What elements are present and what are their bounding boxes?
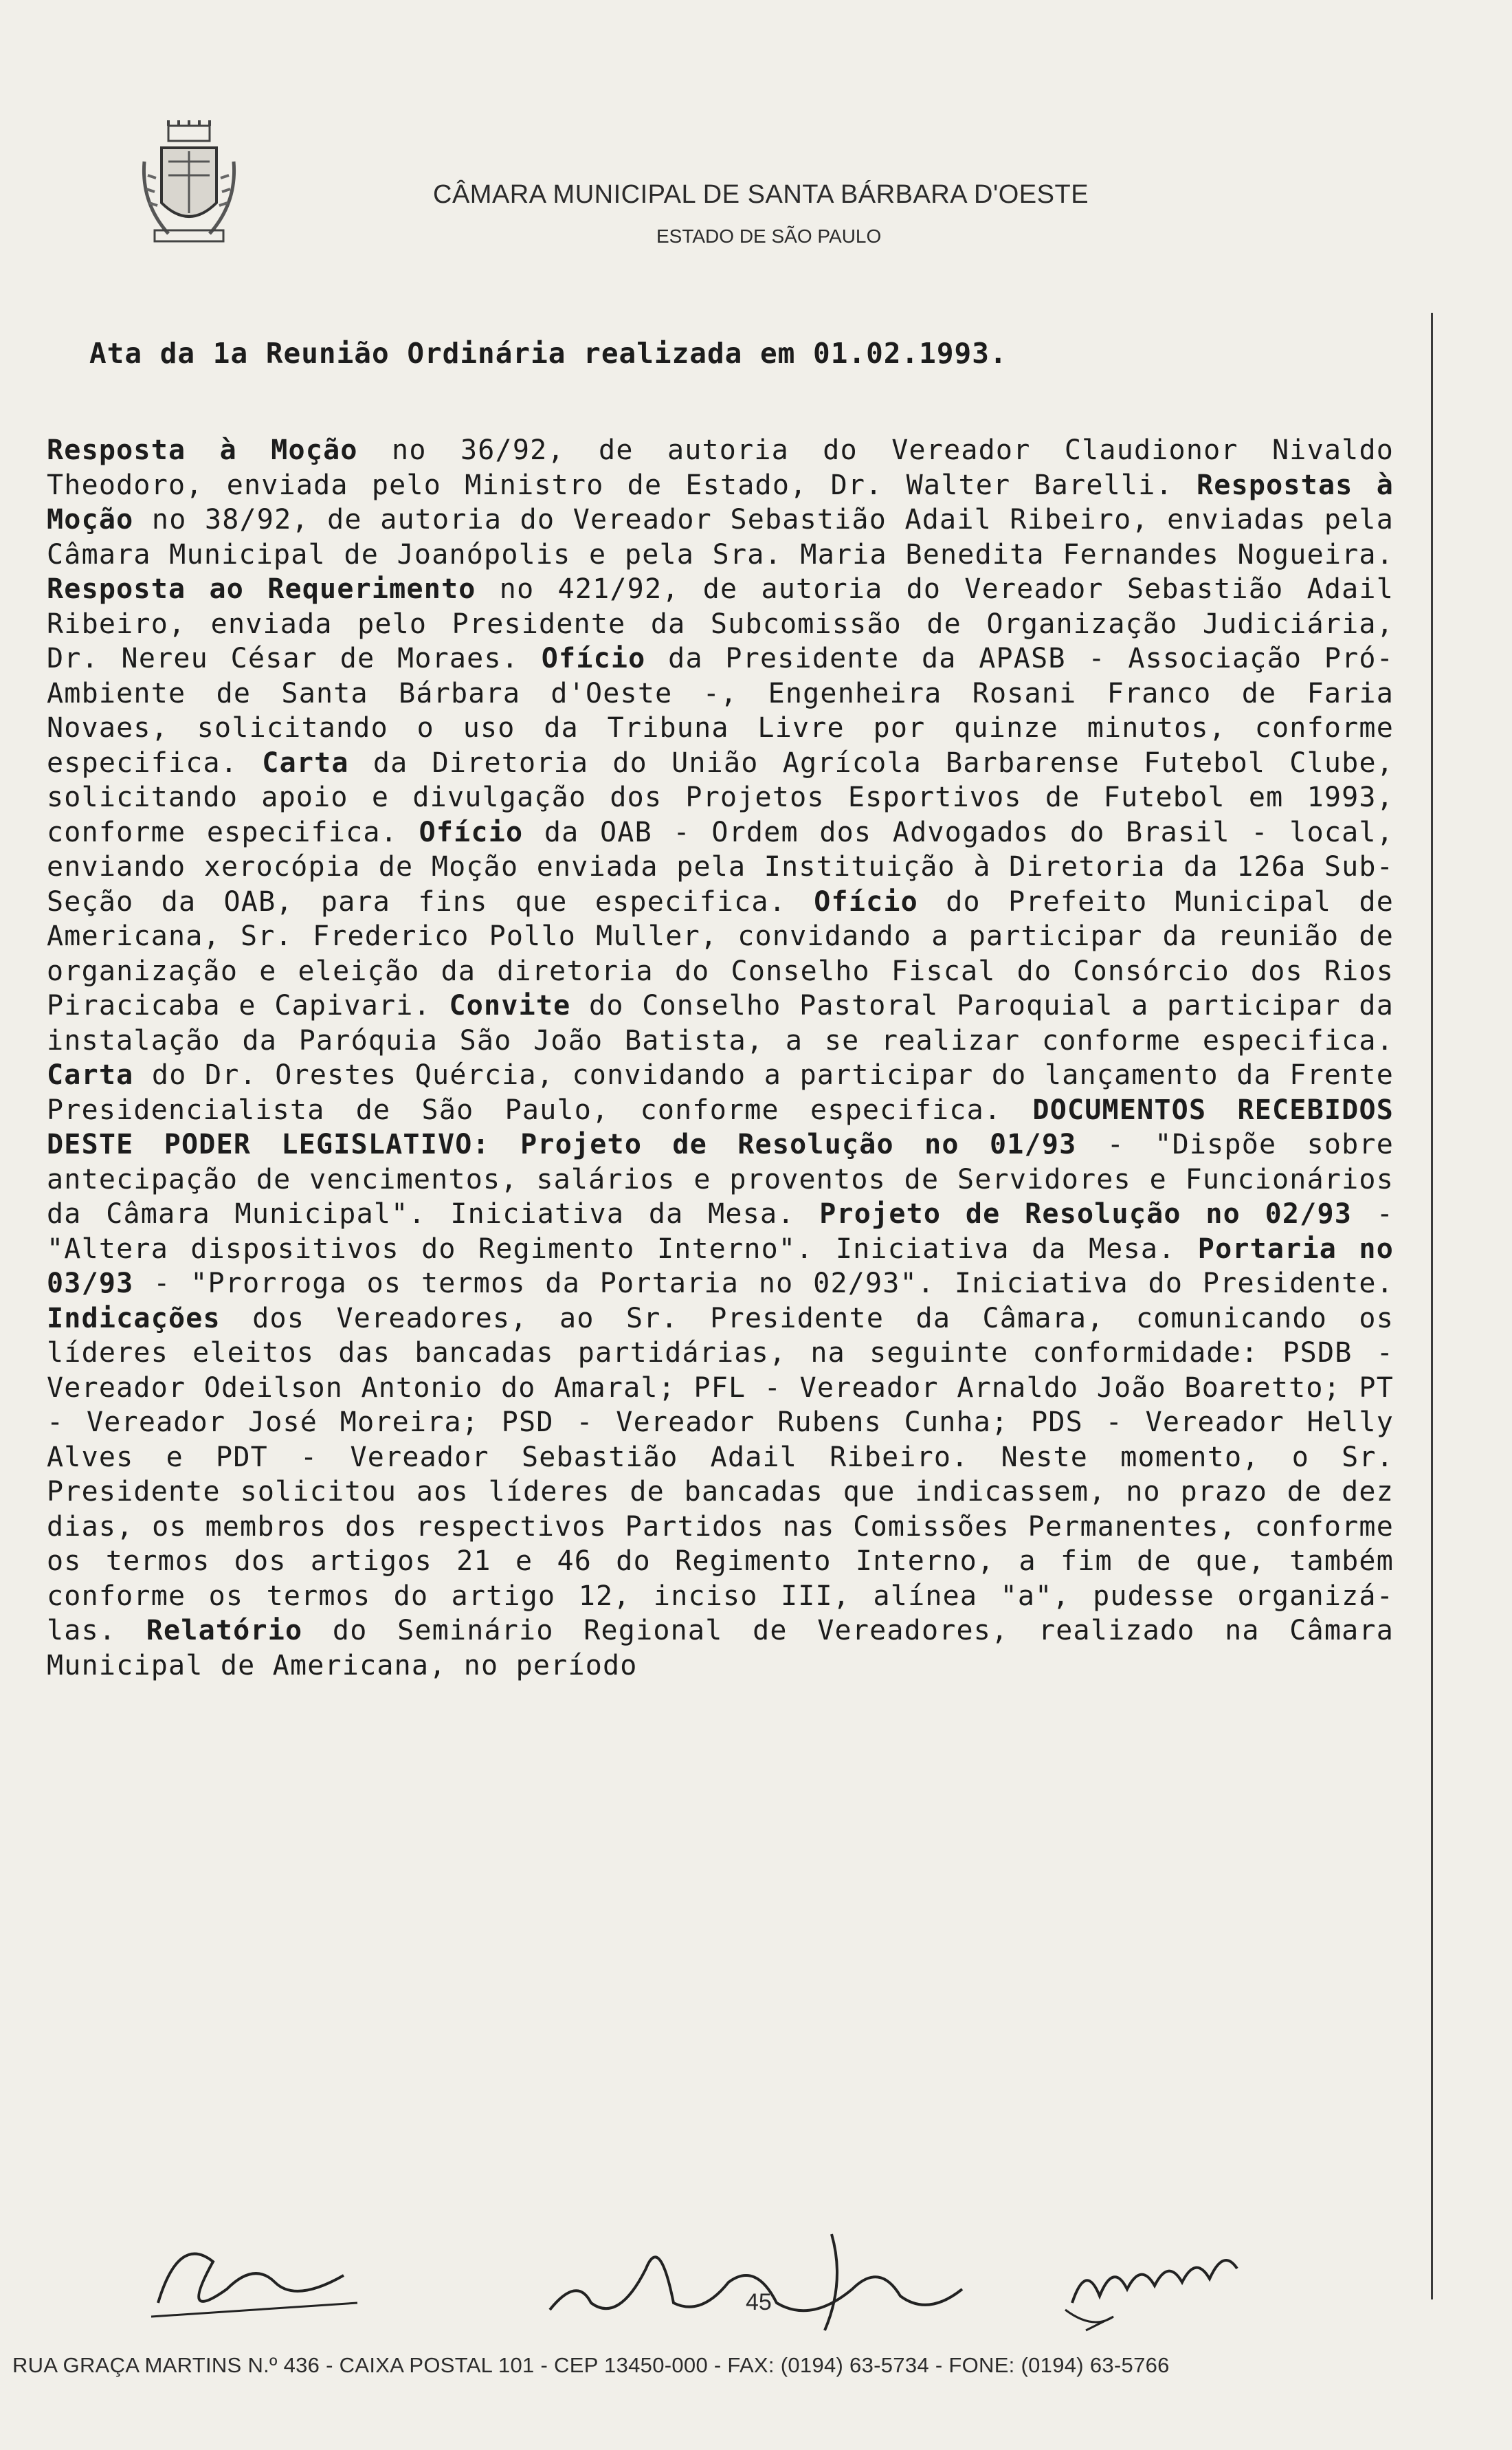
entry-heading: Respostas à Moção <box>47 469 1394 536</box>
entry-heading: Relatório <box>146 1615 303 1646</box>
entry-text: dos Vereadores, ao Sr. Presidente da Câmara, comunicando os líderes eleitos das bancadas partidárias, na seguinte conformidade: PSDB - Vereador Odeilson Antonio do Amaral; PFL - Vereador Arnaldo João Boaretto; PT - Vereador José Moreira; PSD - Vereador Rubens Cunha; PDS - Vereador Helly Alves e PDT - Vereador Sebastião Adail Ribeiro. Neste momento, o Sr. Presidente solicitou aos líderes de bancadas que indicassem, no prazo de dez dias, os membros dos respectivos Partidos nas Comissões Permanentes, conforme os termos dos artigos 21 e 46 do Regimento Interno, a fim de que, também conforme os termos do artigo 12, inciso III, alínea "a", pudesse organizá-las. <box>47 1302 1394 1646</box>
coat-of-arms-emblem <box>141 120 237 258</box>
entry-text: do Prefeito Municipal de Americana, Sr. Frederico Pollo Muller, convidando a participar da reunião de organização e eleição da diretoria do Conselho Fiscal do Consórcio dos Rios Piracicaba e Capivari. <box>47 885 1394 1022</box>
entry-text: - "Dispõe sobre antecipação de vencimentos, salários e proventos de Servidores e Funcionários da Câmara Municipal". Iniciativa da Mesa. <box>47 1129 1394 1230</box>
entry-heading: Resposta ao Requerimento <box>47 573 476 605</box>
entry-text: - "Prorroga os termos da Portaria no 02/93". Iniciativa do Presidente. <box>133 1268 1394 1299</box>
signatures <box>137 2220 1306 2337</box>
entry-heading: Projeto de Resolução no 02/93 <box>819 1198 1353 1230</box>
entry-heading: DOCUMENTOS RECEBIDOS DESTE PODER LEGISLATIVO: Projeto de Resolução no 01/93 <box>47 1094 1394 1160</box>
entry-text: no 421/92, de autoria do Vereador Sebastião Adail Ribeiro, enviada pelo Presidente da Subcomissão de Organização Judiciária, Dr. Nereu César de Moraes. <box>47 573 1394 674</box>
entry-heading: Indicações <box>47 1302 221 1334</box>
entry-heading: Convite <box>449 990 571 1022</box>
state-name: ESTADO DE SÃO PAULO <box>656 225 882 247</box>
organization-name: CÂMARA MUNICIPAL DE SANTA BÁRBARA D'OESTE <box>433 180 1089 209</box>
minutes-body <box>47 433 1394 1683</box>
document-title: Ata da 1a Reunião Ordinária realizada em 01.02.1993. <box>89 337 1008 370</box>
entry-heading: Ofício <box>419 816 524 848</box>
entry-heading: Resposta à Moção <box>47 434 358 466</box>
entry-heading: Ofício <box>814 885 918 918</box>
page-number: 45 <box>746 2289 772 2315</box>
entry-heading: Carta <box>262 747 349 779</box>
entry-text: do Conselho Pastoral Paroquial a participar da instalação da Paróquia São João Batista, a se realizar conforme especifica. <box>47 990 1394 1057</box>
entry-text: - "Altera dispositivos do Regimento Interno". Iniciativa da Mesa. <box>47 1198 1394 1265</box>
entry-text: do Dr. Orestes Quércia, convidando a participar do lançamento da Frente Presidencialista de São Paulo, conforme especifica. <box>47 1059 1394 1126</box>
entry-text: da OAB - Ordem dos Advogados do Brasil - local, enviando xerocópia de Moção enviada pela Instituição à Diretoria da 126a Sub-Seção da OAB, para fins que especifica. <box>47 816 1394 918</box>
margin-line <box>1431 313 1433 2299</box>
entry-text: da Presidente da APASB - Associação Pró-Ambiente de Santa Bárbara d'Oeste -, Engenheira Rosani Franco de Faria Novaes, solicitando o uso da Tribuna Livre por quinze minutos, conforme especifica. <box>47 643 1394 779</box>
entry-heading: Ofício <box>541 643 646 674</box>
entry-text: da Diretoria do União Agrícola Barbarense Futebol Clube, solicitando apoio e divulgação dos Projetos Esportivos de Futebol em 1993, conforme especifica. <box>47 747 1394 848</box>
entry-heading: Portaria no 03/93 <box>47 1233 1394 1299</box>
entry-text: no 38/92, de autoria do Vereador Sebastião Adail Ribeiro, enviadas pela Câmara Municipal de Joanópolis e pela Sra. Maria Benedita Fernandes Nogueira. <box>47 504 1394 571</box>
entry-text: do Seminário Regional de Vereadores, realizado na Câmara Municipal de Americana, no período <box>47 1615 1394 1681</box>
entry-text: no 36/92, de autoria do Vereador Claudionor Nivaldo Theodoro, enviada pelo Ministro de Estado, Dr. Walter Barelli. <box>47 434 1394 501</box>
footer-address: RUA GRAÇA MARTINS N.º 436 - CAIXA POSTAL 101 - CEP 13450-000 - FAX: (0194) 63-5734 - FONE: (0194) 63-5766 <box>12 2353 1170 2377</box>
entry-heading: Carta <box>47 1059 134 1091</box>
